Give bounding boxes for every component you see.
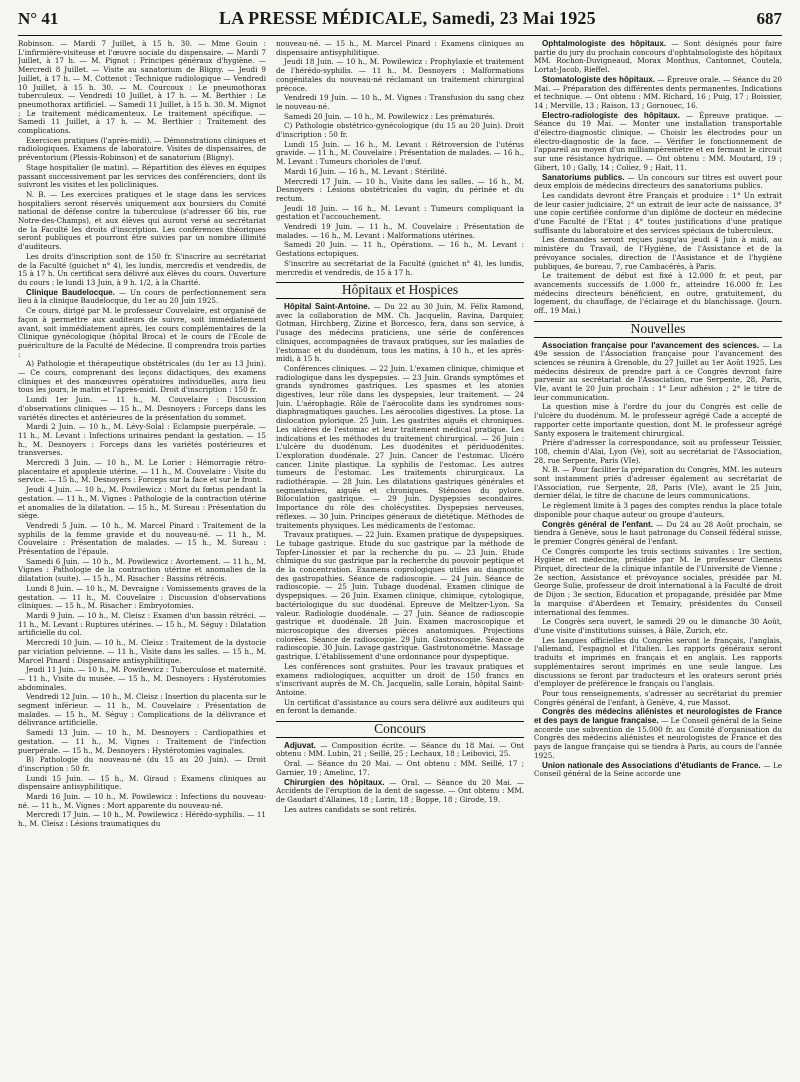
paragraph: Le traitement de début est fixé à 12.000 fr. et peut, par avancements successifs de 1.000 fr., atteindre 16.000 fr. Les médecins directeurs bénéficient, en outre, gratuitement, du logement, du chauffage, de l'éclairage et du blanchissage. (Journ. off., 19 Mai.)	[534, 271, 782, 316]
columns	[18, 40, 782, 1078]
article-heading: Stomatologiste des hôpitaux.	[542, 74, 656, 84]
article-paragraph	[534, 112, 782, 173]
article-paragraph	[276, 742, 524, 759]
article-heading: Ophtalmologiste des hôpitaux.	[542, 40, 667, 48]
paragraph: Mardi 2 Juin. — 10 h., M. Lévy-Solal : Eclampsie puerpérale. — 11 h., M. Levant : Infections urinaires pendant la gestation. — 15 h., M. Desnoyers : Forceps dans les variétés postérieures et transverses.	[18, 422, 266, 458]
paragraph: Vendredi 19 Juin. — 11 h., M. Couvelaire : Présentation de malades. — 16 h., M. Levant : Malformations utérines.	[276, 222, 524, 240]
newspaper-title: LA PRESSE MÉDICALE, Samedi, 23 Mai 1925	[218, 8, 596, 28]
article-heading: Sanatoriums publics.	[542, 172, 625, 182]
paragraph: Vendredi 19 Juin. — 10 h., M. Vignes : Transfusion du sang chez le nouveau-né.	[276, 93, 524, 111]
article-text: — Du 22 au 30 Juin, M. Félix Ramond, avec la collaboration de MM. Ch. Jacquelin, Ravina, Darquier, Gotman, Hirchberg, Zizine et Borcesco, fera, dans son service, à l'usage des médecins praticiens, une série de conférences cliniques, accompagnées de travaux pratiques, sur les maladies de l'estomac et du duodénum, tous les matins, à 10 h., et les après-midi, à 15 h.	[276, 301, 524, 364]
article-text: — Épreuve pratique. — Séance du 19 Mai. — Monter une installation transportable d'électro-diagnostic clinique. — Choisir les électrodes pour un électro-diagnostic de la face. — Vérifier le fonctionnement de l'appareil au moyen d'un milliampèremètre et en fermant le circuit sur une résistance hydrique. — Ont obtenu : MM. Moutard, 19 ; Gibert, 10 ; Gally, 14 ; Coliez, 9 ; Hait, 11.	[534, 110, 782, 172]
paragraph: Jeudi 18 Juin. — 10 h., M. Powilewicz : Prophylaxie et traitement de l'hérédo-syphilis. — 11 h., M. Desnoyers : Malformations congénitales du nouveau-né réclamant un traitement chirurgical précoce.	[276, 57, 524, 93]
paragraph: Lundi 15 Juin. — 16 h., M. Levant : Rétroversion de l'utérus gravide. — 11 h., M. Couvelaire : Présentation de malades. — 16 h., M. Levant : Tumeurs chorioles de l'œuf.	[276, 139, 524, 167]
paragraph: Mercredi 10 Juin. — 10 h., M. Cleisz : Traitement de la dystocie par viciation pelvienne. — 11 h., Visite dans les salles. — 15 h., M. Marcel Pinard : Dispensaire antisyphilitique.	[18, 638, 266, 665]
paragraph: Stage hospitalier (le matin). — Répartition des élèves en équipes passant successivement par les services des conférenciers, dont ils suivront les visites et les policliniques.	[18, 162, 266, 190]
article-text: — Un concours sur titres est ouvert pour deux emplois de médecins directeurs des sanatoriums publics.	[534, 172, 782, 191]
paragraph: N. B. — Pour faciliter la préparation du Congrès, MM. les auteurs sont instamment priés d'adresser également au secrétariat de l'Association, rue Serpente, 28, Paris (VIe), avant le 25 Juin, dernier délai, le titre de chacune de leurs communications.	[534, 465, 782, 501]
paragraph: Lundi 15 Juin. — 15 h., M. Giraud : Examens cliniques au dispensaire antisyphilitique.	[18, 773, 266, 792]
paragraph: S'inscrire au secrétariat de la Faculté (guichet n° 4), les lundis, mercredis et vendredis, de 15 à 17 h.	[276, 258, 524, 277]
paragraph: Vendredi 12 Juin. — 10 h., M. Cleisz : Insertion du placenta sur le segment inférieur. — 11 h., M. Couvelaire : Présentation de malades. — 15 h., M. Séguy : Complications de la délivrance et délivrance artificielle.	[18, 692, 266, 728]
article-heading: Union nationale des Associations d'étudiants de France.	[542, 760, 761, 770]
article-paragraph	[534, 76, 782, 111]
paragraph: Jeudi 4 Juin. — 10 h., M. Powilewicz : Mort du fœtus pendant la gestation. — 11 h., M. Vignes : Pathologie de la contraction utérine et anomalies de la dilatation. — 15 h., M. Sureau : Présentation du siège.	[18, 485, 266, 521]
paragraph: Le Congrès sera ouvert, le samedi 29 ou le dimanche 30 Août, d'une visite d'institutions suisses, à Bâle, Zurich, etc.	[534, 617, 782, 635]
paragraph: Ce cours, dirigé par M. le professeur Couvelaire, est organisé de façon à permettre aux auditeurs de suivre, soit immédiatement avant, soit immédiatement après, les cours complémentaires de la Clinique gynécologique (hôpital Broca) et le cours de l'Ecole de puériculture de la Faculté de Médecine. Il comprendra trois parties :	[18, 306, 266, 359]
paragraph: Vendredi 5 Juin. — 10 h., M. Marcel Pinard : Traitement de la syphilis de la femme gravide et du nouveau-né. — 11 h., M. Couvelaire : Présentation de malades. — 15 h., M. Sureau : Présentation de l'épaule.	[18, 520, 266, 557]
paragraph: Mardi 16 Juin. — 16 h., M. Levant : Stérilité.	[284, 166, 447, 176]
paragraph: Lundi 1er Juin. — 11 h., M. Couvelaire : Discussion d'observations cliniques — 15 h., M. Desnoyers : Forceps dans les variétés directes et antérieures de la présentation du sommet.	[18, 395, 266, 422]
article-text: — Composition écrite. — Séance du 18 Mai. — Ont obtenu : MM. Lubin, 21 ; Seillé, 25 ; Lechaux, 18 ; Leibovici, 25.	[276, 740, 524, 759]
paragraph: Mercredi 17 Juin. — 10 h., Visite dans les salles. — 16 h., M. Desnoyers : Lésions obstétricales du vagin, du périnée et du rectum.	[276, 176, 524, 203]
paragraph: N. B. — Les exercices pratiques et le stage dans les services hospitaliers seront réservés uniquement aux boursiers du Comité national de défense contre la tuberculose (s'adresser 66 bis, rue Notre-des-Champs), et aux élèves qui auront versé au secrétariat de la Faculté les droits d'inscription. Les conférences théoriques seront publiques et pourront être suivies par un nombre illimité d'auditeurs.	[18, 189, 266, 252]
paragraph: nouveau-né. — 15 h., M. Marcel Pinard : Examens cliniques au dispensaire antisyphilitique.	[276, 40, 524, 57]
paragraph: Samedi 6 Juin. — 10 h., M. Powilewicz : Avortement. — 11 h., M. Vignes : Pathologie de la contraction utérine et anomalies de la dilatation (suite). — 15 h., M. Risacher : Bassins rétrécis.	[18, 556, 266, 584]
paragraph: Jeudi 11 Juin. — 10 h., M. Powilewicz : Tuberculose et maternité. — 11 h., Visite du musée. — 15 h., M. Desnoyers : Hystérotomies abdominales.	[18, 665, 266, 692]
paragraph: Ce Congrès comporte les trois sections suivantes : 1re section, Hygiène et médecine, présidée par M. le professeur Clemens Pirquet, directeur de la clinique infantile de l'Université de Vienne ; 2e section, Assistance et prévoyance sociales, présidée par M. George Sulie, professeur de droit international à la Faculté de droit de Dijon ; 3e section, Education et propagande, présidée par Mme la marquise d'Aberdeen et Temairy, présidentes du Conseil international des femmes.	[534, 546, 782, 617]
paragraph: Conférences cliniques. — 22 Juin. L'examen clinique, chimique et radiologique dans les dyspepsies. — 23 Juin. Grands symptômes et grands syndromes gastriques. Les spasmes et les atonies digestives, leur rôle dans les dyspepsies, leur traitement. — 24 Juin. L'aérophagie. Rôle de l'aérocolite dans les syndromes sous-diaphragmatiques gauches. Les aérocolies digestives. La ptose. La dislocation pylorique. 25 Juin. Les gastrites aiguës et chroniques. Les ulcères de l'estomac et leur traitement médical pratique. Les indications et les méthodes du traitement chirurgical. — 26 Juin : L'ulcère du duodénum. Les duodénites et périduodénites. L'exploration duodénale. 27 Juin. Cancer de l'estomac. Ulcéro cancer. Linite plastique. La syphilis de l'estomac. Les autres tumeurs de l'estomac. Les traitements chirurgicaux. La radiothérapie. — 28 Juin. Les dilatations gastriques générales et segmentaires, aiguës et chroniques. Sténoses du pylore. Biloculation gastrique. — 29 Juin. Dyspepsies secondaires. Importance du rôle des cholécystites. Dyspepsies nerveuses, réflexes. — 30 Juin. Principes généraux de diététique. Méthodes de traitements physiques. Les médicaments de l'estomac.	[276, 363, 524, 530]
article-paragraph	[18, 289, 266, 306]
article-text: — Épreuve orale. — Séance du 20 Mai. — Préparation des différentes dents permanentes. Indications et technique. — Ont obtenu : MM. Richard, 16 ; Puig, 17 ; Boissier, 14 ; Merville, 13 ; Raison, 13 ; Gornouec, 16.	[534, 74, 782, 110]
article-heading: Association française pour l'avancement des sciences.	[542, 340, 760, 350]
article-text: — Sont désignés pour faire partie du jury du prochain concours d'ophtalmologiste des hôpitaux MM. Rochon-Duvigneaud, Morax Monthus, Cantonnet, Coutela, Lortat-Jacob, Rieffel.	[534, 40, 782, 75]
paragraph: La question mise à l'ordre du jour du Congrès est celle de l'ulcère du duodénum. M. le professeur agrégé Cade a accepté de rapporter cette importante question, dont M. le professeur agrégé Santy exposera le traitement chirurgical.	[534, 402, 782, 438]
paragraph: Les droits d'inscription sont de 150 fr. S'inscrire au secrétariat de la Faculté (guichet n° 4), les lundis, mercredis et vendredis, de 15 à 17 h. Un certificat sera délivré aux élèves du cours. Ouverture du cours : le lundi 13 Juin, à 9 h. 1/2, à la Charité.	[18, 251, 266, 287]
paragraph: Mardi 16 Juin. — 10 h., M. Powilewicz : Infections du nouveau-né. — 11 h., M. Vignes : Mort apparente du nouveau-né.	[18, 792, 266, 810]
section-heading: Concours	[276, 721, 524, 738]
paragraph: B) Pathologie du nouveau-né (du 15 au 20 Juin). — Droit d'inscription : 50 fr.	[18, 755, 266, 773]
issue-number: N° 41	[18, 9, 59, 28]
paragraph: Samedi 20 Juin. — 10 h., M. Powilewicz : Les prématurés.	[284, 111, 495, 121]
article-paragraph	[534, 762, 782, 779]
paragraph: Prière d'adresser la correspondance, soit au professeur Teissier, 108, chemin d'Alai, Lyon (Ve), soit au secrétariat de l'Association, 28, rue Serpente, Paris (VIe).	[534, 438, 782, 465]
column-3	[534, 40, 782, 1078]
article-paragraph	[276, 303, 524, 364]
article-paragraph	[534, 521, 782, 547]
paragraph: Oral. — Séance du 20 Mai. — Ont obtenu : MM. Seillé, 17 ; Garnier, 19 ; Amelinc, 17.	[276, 759, 524, 777]
paragraph: Pour tous renseignements, s'adresser au secrétariat du premier Congrès général de l'enfant, à Genève, 4, rue Massot.	[534, 688, 782, 707]
column-2	[276, 40, 524, 1078]
article-heading: Congrès général de l'enfant.	[542, 519, 653, 529]
paragraph: Les langues officielles du Congrès seront le français, l'anglais, l'allemand, l'espagnol et l'italien. Les rapports généraux seront traduits et imprimés en français et en anglais. Les rapports supplémentaires seront imprimés en une seule langue. Les discussions se feront par traducteurs et les orateurs seront priés d'employer de préférence le français ou l'anglais.	[534, 635, 782, 689]
section-heading: Nouvelles	[534, 321, 782, 338]
paragraph: A) Pathologie et thérapeutique obstétricales (du 1er au 13 Juin). — Ce cours, comprenant des leçons didactiques, des examens cliniques et des manœuvres opératoires individuelles, aura lieu tous les jours, le matin et l'après-midi. Droit d'inscription : 150 fr.	[18, 359, 266, 395]
article-paragraph	[534, 174, 782, 191]
article-heading: Hôpital Saint-Antoine.	[284, 301, 370, 311]
article-text: — Le Conseil général de la Seine accorde une	[534, 760, 782, 779]
article-paragraph	[276, 779, 524, 805]
paragraph: Un certificat d'assistance au cours sera délivré aux auditeurs qui en feront la demande.	[276, 697, 524, 716]
article-text: — Du 24 au 28 Août prochain, se tiendra à Genève, sous le haut patronage du Conseil fédéral suisse, le premier Congrès général de l'enfant.	[534, 519, 782, 546]
paragraph: Travaux pratiques. — 22 Juin. Examen pratique de dyspepsiques. Le tubage gastrique. Etude du suc gastrique par la méthode de Topfer-Linossier et par la recherche du pu. — 23 Juin. Etude chimique du suc gastrique par la recherche du pouvoir peptique et de la concentration. Examens coprologiques utiles au diagnostic des gastropathies. Séance de radioscopie. — 24 Juin. Séance de radioscopie. — 25 Juin. Tubage duodénal. Examen clinique de dyspepsiques. — 26 Juin. Examen clinique, chimique, cytologique, bactériologique du suc duodénal. Epreuve de Meltzer-Lyon. Sa valeur. Radiologie duodénale. — 27 Juin. Séance de radioscopie gastrique et duodénale. 28 Juin. Examen macroscopique et microscopique des diverses pièces anatomiques. Projections colorées. Séance de radioscopie. 29 Juin. Gastroscopie. Séance de radioscopie. 30 Juin. Lavage gastrique. Gastrotonométrie. Massage gastrique. L'établissement d'une ordonnance pour dyspeptique.	[276, 530, 524, 662]
article-text: — Un cours de perfectionnement sera lieu à la clinique Baudelocque, du 1er au 20 Juin 1925.	[18, 287, 266, 306]
section-heading: Hôpitaux et Hospices	[276, 282, 524, 299]
paragraph: Les candidats devront être Français et produire : 1° Un extrait de leur casier judiciaire, 2° un extrait de leur acte de naissance, 3° une copie certifiée conforme d'un diplôme de docteur en médecine d'une Faculté de l'Etat ; 4° toutes justifications d'une pratique suffisante du laboratoire et des services spéciaux de tuberculeux.	[534, 190, 782, 235]
article-text: — La 49e session de l'Association française pour l'avancement des sciences se réunira à Grenoble, du 27 Juillet au 1er Août 1925. Les médecins désireux de prendre part à ce Congrès devront faire parvenir au secrétariat de l'Association, rue Serpente, 28, Paris, VIe, avant le 20 Juin prochain : 1° Leur adhésion ; 2° le titre de leur communication.	[534, 340, 782, 402]
article-heading: Adjuvat.	[284, 740, 316, 750]
paragraph: Lundi 8 Juin. — 10 h., M. Devraigne : Vomissements graves de la gestation. — 11 h., M. Couvelaire : Discussion d'observations cliniques. — 15 h., M. Risacher : Embryotomies.	[18, 583, 266, 611]
page-number: 687	[756, 9, 782, 28]
article-paragraph	[534, 708, 782, 760]
article-paragraph	[534, 40, 782, 75]
paragraph: Mercredi 3 Juin. — 10 h., M. Le Lorier : Hémorragie rétro-placentaire et apoplexie utérine. — 11 h., M. Couvelaire : Visite du service. — 15 h., M. Desnoyers : Forceps sur la face et sur le front.	[18, 458, 266, 485]
paragraph: Mardi 9 Juin. — 10 h., M. Cleisz : Examen d'un bassin rétréci. — 11 h., M. Levant : Ruptures utérines. — 15 h., M. Séguy : Dilatation artificielle du col.	[18, 611, 266, 638]
paragraph: Les autres candidats se sont retirés.	[284, 804, 417, 814]
article-text: — Le Conseil général de la Seine accorde une subvention de 15.000 fr. au Comité d'organisation du Congrès des médecins aliénistes et neurologistes de France et des pays de langue française qui se tiendra à Paris, au cours de l'année 1925.	[534, 716, 782, 760]
paragraph: C) Pathologie obstétrico-gynécologique (du 15 au 20 Juin). Droit d'inscription : 50 fr.	[276, 121, 524, 140]
article-heading: Electro-radiologiste des hôpitaux.	[542, 110, 680, 120]
paragraph: Exercices pratiques (l'après-midi). — Démonstrations cliniques et radiologiques. Examens de laboratoire. Visites de dispensaires, de préventorium (Plessis-Robinson) et de sanatorium (Bligny).	[18, 135, 266, 163]
paragraph: Le règlement limite à 3 pages des comptes rendus la place totale disponible pour chaque auteur ou groupe d'auteurs.	[534, 501, 782, 519]
article-text: — Oral. — Séance du 20 Mai. — Accidents de l'éruption de la dent de sagesse. — Ont obtenu : MM. de Gaudart d'Allaines, 18 ; Lorin, 18 ; Boppe, 18 ; Girode, 19.	[276, 777, 524, 804]
paragraph: Les demandes seront reçues jusqu'au jeudi 4 Juin à midi, au ministère du Travail, de l'Hygiène, de l'Assistance et de la prévoyance sociales, direction de l'Assistance et de l'hygiène publiques, 4e bureau, 7, rue Cambacérès, à Paris.	[534, 235, 782, 271]
paragraph: Mercredi 17 Juin. — 10 h., M. Powilewicz : Hérédo-syphilis. — 11 h., M. Cleisz : Lésions traumatiques du	[18, 810, 266, 829]
article-heading: Congrès des médecins aliénistes et neurologistes de France et des pays de langue française.	[534, 707, 782, 726]
paragraph: Samedi 13 Juin. — 10 h., M. Desnoyers : Cardiopathies et gestation. — 11 h., M. Vignes : Traitement de l'infection puerpérale. — 15 h., M. Desnoyers : Hystérotomies vaginales.	[18, 728, 266, 755]
article-heading: Chirurgien des hôpitaux.	[284, 777, 385, 787]
column-1	[18, 40, 266, 1078]
article-heading: Clinique Baudelocque.	[26, 287, 115, 297]
paragraph: Robinson. — Mardi 7 Juillet, à 15 h. 30. — Mme Gouin : L'infirmière-visiteuse et l'œuvre sociale du dispensaire. — Mardi 7 Juillet, à 17 h. — M. Pignot : Principes généraux d'hygiène. — Mercredi 8 Juillet. — Visite au sanatorium de Bligny. — Jeudi 9 Juillet, à 17 h. — M. Cottenot : Technique radiologique — Vendredi 10 Juillet, à 15 h. 30. — M. Courcoux : Le pneumothorax tuberculeux. — Vendredi 10 Juillet, à 17 h. — M. Berthier : Le pneumothorax artificiel. — Samedi 11 Juillet, à 15 h. 30. M. Mignot : Le traitement médicamenteux. Le traitement spécifique. — Samedi 11 Juillet, à 17 h. — M. Berthier : Traitement des complications.	[18, 40, 266, 136]
paragraph: Les conférences sont gratuites. Pour les travaux pratiques et examens radiologiques, acquitter un droit de 150 francs en s'inscrivant auprès de M. Ch. Jacquelin, salle Lorain, hôpital Saint-Antoine.	[276, 661, 524, 697]
article-paragraph	[534, 342, 782, 403]
page-header	[18, 8, 782, 36]
paragraph: Samedi 20 Juin. — 11 h., Opérations. — 16 h., M. Levant : Gestations ectopiques.	[276, 240, 524, 259]
paragraph: Jeudi 18 Juin. — 16 h., M. Levant : Tumeurs compliquant la gestation et l'accouchement.	[276, 203, 524, 222]
